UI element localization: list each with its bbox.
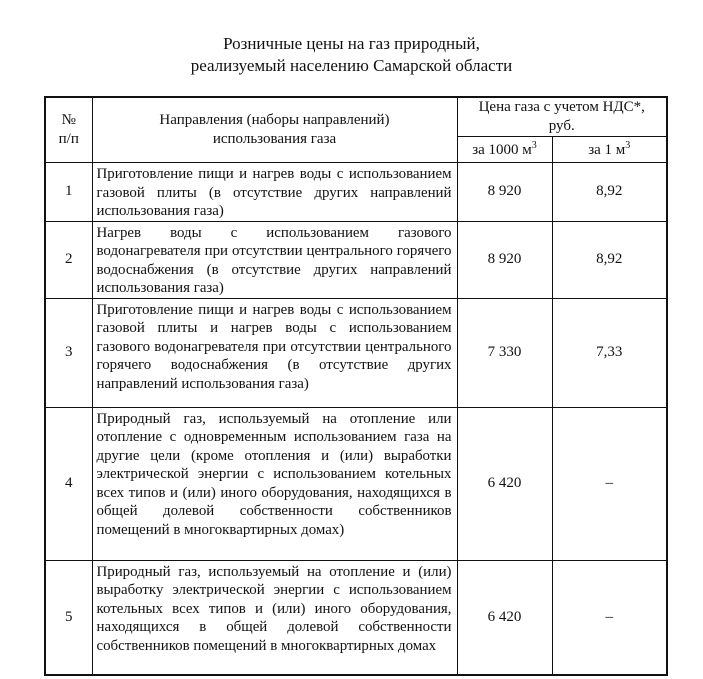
row-price-1000: 6 420 <box>457 560 552 675</box>
row-description: Приготовление пищи и нагрев воды с использованием газовой плиты и нагрев воды с использованием газового водонагревателя при отсутствии центрального горячего водоснабжения (в отсутствие других направлений использования газа) <box>92 298 457 407</box>
row-number: 1 <box>45 163 92 222</box>
table-row <box>45 560 667 675</box>
row-description: Природный газ, используемый на отопление и (или) выработку электрической энергии с использованием котельных всех типов и (или) иного оборудования, находящихся в общей долевой собственности собственников помещений в многоквартирных домах <box>92 560 457 675</box>
row-price-1000: 8 920 <box>457 163 552 222</box>
row-number: 4 <box>45 407 92 560</box>
row-price-1: 8,92 <box>552 221 667 298</box>
row-number: 5 <box>45 560 92 675</box>
row-price-1: 7,33 <box>552 298 667 407</box>
header-price <box>457 97 667 137</box>
title-line-2: реализуемый населению Самарской области <box>190 56 513 75</box>
header-num <box>45 97 92 163</box>
header-per-1-label: за 1 м <box>588 141 626 158</box>
header-per-1 <box>552 137 667 163</box>
header-num-line-2: п/п <box>58 131 79 147</box>
header-direction <box>92 97 457 163</box>
header-price-line-2: руб. <box>548 118 575 134</box>
header-per-1-sup: 3 <box>625 139 631 151</box>
header-price-line-1: Цена газа с учетом НДС*, <box>478 99 645 115</box>
row-number: 2 <box>45 221 92 298</box>
table-row <box>45 407 667 560</box>
title-line-1: Розничные цены на газ природный, <box>223 34 480 53</box>
header-direction-line-2: использования газа <box>212 131 337 147</box>
header-per-1000-label: за 1000 м <box>472 141 532 158</box>
row-number: 3 <box>45 298 92 407</box>
table-row <box>45 163 667 222</box>
header-direction-line-1: Направления (наборы направлений) <box>159 112 390 128</box>
header-per-1000 <box>457 137 552 163</box>
table-row <box>45 221 667 298</box>
table-row <box>45 298 667 407</box>
row-description: Природный газ, используемый на отопление или отопление с одновременным использованием газа на другие цели (кроме отопления и (или) выработки электрической энергии с использованием котельных всех типов и (или) иного оборудования, находящихся в общей долевой собственности собственников помещений в многоквартирных домах) <box>92 407 457 560</box>
row-price-1000: 6 420 <box>457 407 552 560</box>
row-price-1000: 8 920 <box>457 221 552 298</box>
row-price-1000: 7 330 <box>457 298 552 407</box>
row-price-1: – <box>552 560 667 675</box>
row-price-1: 8,92 <box>552 163 667 222</box>
price-table <box>44 96 668 676</box>
row-description: Нагрев воды с использованием газового водонагревателя при отсутствии центрального горячего водоснабжения (в отсутствие других направлений использования газа) <box>92 221 457 298</box>
header-row-1 <box>45 97 667 137</box>
row-price-1: – <box>552 407 667 560</box>
header-num-line-1: № <box>61 112 76 128</box>
document-title <box>0 33 703 77</box>
header-per-1000-sup: 3 <box>531 139 537 151</box>
row-description: Приготовление пищи и нагрев воды с использованием газовой плиты (в отсутствие других направлений использования газа) <box>92 163 457 222</box>
